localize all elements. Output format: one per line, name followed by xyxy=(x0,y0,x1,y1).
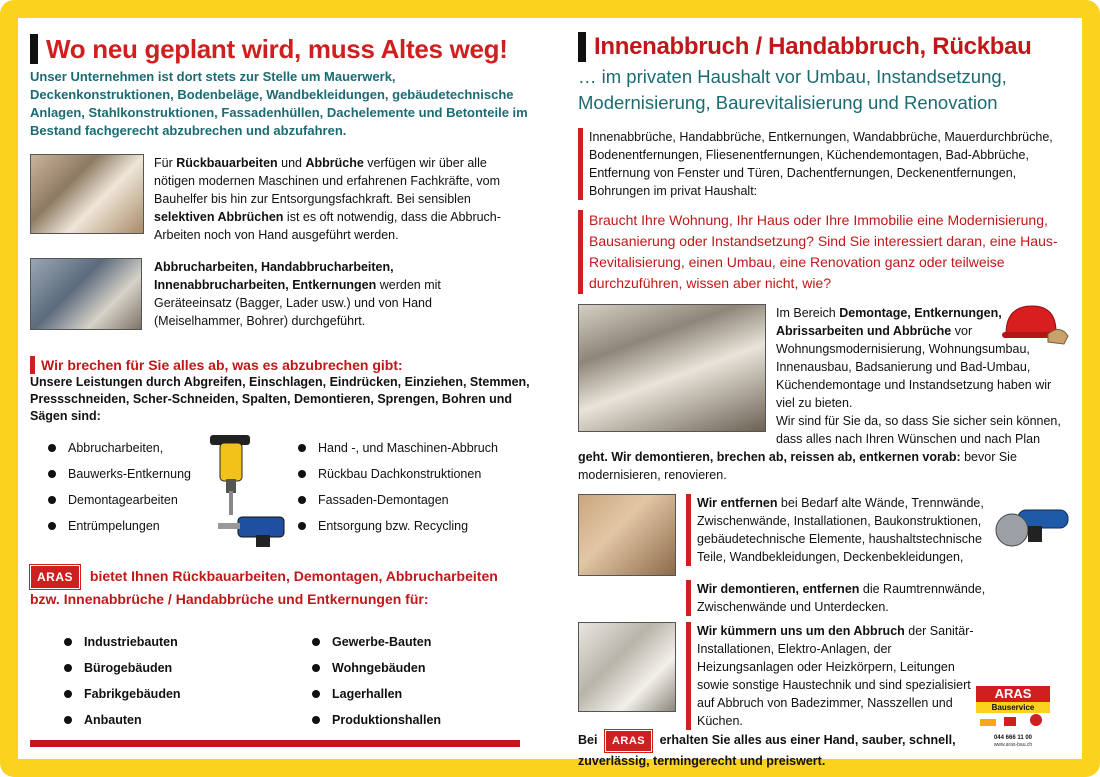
helmet-gloves-icon xyxy=(998,300,1070,348)
left-title: Wo neu geplant wird, muss Altes weg! xyxy=(30,34,530,64)
right-page xyxy=(578,22,1070,770)
left-block-1: Für Rückbauarbeiten und Abbrüche verfügen wir über alle nötigen modernen Maschinen und erfahrenen Fachkräfte, vom Bauhelfer bis hin zur Entsorgungsfachkraft. Bei sensiblen selektiven Abbrüchen ist es oft notwendig, dass die Abbruch-Arbeiten noch von Hand ausgeführt werden. xyxy=(154,156,501,242)
services-col-1 xyxy=(48,435,191,539)
list-item: Hand -, und Maschinen-Abbruch xyxy=(298,435,498,461)
aras-offer: ARAS bietet Ihnen Rückbauarbeiten, Demontagen, Abbrucharbeiten bzw. Innenabbrüche / Handabbrüche und Entkernungen für: xyxy=(30,565,530,609)
jackhammer-drill-icon xyxy=(198,427,294,551)
buildings-list xyxy=(30,629,530,739)
wall-removal-photo xyxy=(578,494,676,576)
demolition-worker-photo xyxy=(30,154,144,234)
left-intro: Unser Unternehmen ist dort stets zur Stelle um Mauerwerk, Deckenkonstruktionen, Bodenbeläge, Wandbekleidungen, gebäudetechnische Anlagen, Stahlkonstruktionen, Fassadenhüllen, Dachelemente und Betonteile im Bestand fachgerecht abzubrechen und abzufahren. xyxy=(30,69,528,138)
list-item: Lagerhallen xyxy=(312,681,441,707)
list-item: Fassaden-Demontagen xyxy=(298,487,498,513)
right-block-2: Wir entfernen bei Bedarf alte Wände, Trennwände, Zwischenwände, Installationen, Baukonstruktionen, gebäudetechnische Elemente, haushaltstechnische Teile, Wandbekleidungen, Deckenbekleidungen, xyxy=(686,494,989,566)
list-item: Anbauten xyxy=(64,707,181,733)
buildings-col-2 xyxy=(312,629,441,733)
list-item: Abbrucharbeiten, xyxy=(48,435,191,461)
list-item: Bürogebäuden xyxy=(64,655,181,681)
list-item: Bauwerks-Entkernung xyxy=(48,461,191,487)
jackhammer-photo xyxy=(30,258,142,330)
right-block-1: Im Bereich Demontage, Entkernungen, Abrissarbeiten und Abbrüche vor Wohnungsmodernisierung, Wohnungsumbau, Innenausbau, Badsanierung und Bad-Umbau, Küchendemontage und Instandsetzung haben wir viel zu bieten. Wir sind für Sie da, so dass Sie sicher sein können, dass alles nach Ihren Wünschen und nach Plan xyxy=(776,306,1061,446)
right-block-4: Wir kümmern uns um den Abbruch der Sanitär-Installationen, Elektro-Anlagen, der Heizungsanlagen oder Heizkörpern, Leitungen sowie sonstige Haustechnik und sind spezialisiert auf Abbruch von Badezimmer, Nasszellen und Küchen. xyxy=(686,622,987,730)
aras-badge: ARAS xyxy=(30,565,80,589)
list-item: Entrümpelungen xyxy=(48,513,191,539)
list-item: Wohngebäuden xyxy=(312,655,441,681)
demolition-types-list: Innenabbrüche, Handabbrüche, Entkernungen, Wandabbrüche, Mauerdurchbrüche, Bodenentfernungen, Fliesenentfernungen, Küchendemontagen, Bad-Abbrüche, Entfernung von Fenster und Türen, Dachentfernungen, Deckenentfernungen, Bohrungen im privat Haushalt: xyxy=(578,128,1070,200)
aras-logo: ARAS Bauservice 044 666 11 00 www.aras-bau.ch xyxy=(976,686,1050,752)
services-description: Unsere Leistungen durch Abgreifen, Einschlagen, Eindrücken, Einziehen, Stemmen, Pressschneiden, Scher-Schneiden, Spalten, Demontieren, Sprengen, Bohren und Sägen sind: xyxy=(30,375,530,423)
right-title: Innenabbruch / Handabbruch, Rückbau xyxy=(578,32,1070,62)
right-block-3: Wir demontieren, entfernen die Raumtrennwände, Zwischenwände und Unterdecken. xyxy=(686,580,989,616)
services-heading: Wir brechen für Sie alles ab, was es abzubrechen gibt: xyxy=(30,356,530,374)
right-block-1-cont: geht. Wir demontieren, brechen ab, reissen ab, entkernen vorab: bevor Sie modernisieren, renovieren. xyxy=(578,450,1017,482)
bottom-divider xyxy=(30,740,520,747)
services-list xyxy=(30,435,530,547)
left-page xyxy=(30,22,530,739)
construction-machines-icon xyxy=(976,713,1050,729)
aras-badge: ARAS xyxy=(605,730,652,752)
buildings-col-1 xyxy=(64,629,181,733)
list-item: Entsorgung bzw. Recycling xyxy=(298,513,498,539)
list-item: Demontagearbeiten xyxy=(48,487,191,513)
right-subtitle: … im privaten Haushalt vor Umbau, Instandsetzung, Modernisierung, Baurevitalisierung und Renovation xyxy=(578,66,1007,113)
worker-jackhammer-photo xyxy=(578,304,766,432)
list-item: Gewerbe-Bauten xyxy=(312,629,441,655)
left-block-2: Abbrucharbeiten, Handabbrucharbeiten, Innenabbrucharbeiten, Entkernungen werden mit Geräteeinsatz (Bagger, Lader usw.) und von Hand (Meiselhammer, Bohrer) durchgeführt. xyxy=(154,260,441,328)
list-item: Rückbau Dachkonstruktionen xyxy=(298,461,498,487)
list-item: Produktionshallen xyxy=(312,707,441,733)
closing-text: Bei ARAS erhalten Sie alles aus einer Hand, sauber, schnell, zuverlässig, termingerecht und preiswert. xyxy=(578,730,958,770)
modernisation-question: Braucht Ihre Wohnung, Ihr Haus oder Ihre Immobilie eine Modernisierung, Bausanierung oder Instandsetzung? Sind Sie interessiert daran, eine Haus-Revitalisierung, einen Umbau, eine Renovation ganz oder teilweise durchzuführen, wissen aber nicht, wie? xyxy=(578,210,1070,294)
services-col-2 xyxy=(298,435,498,539)
list-item: Industriebauten xyxy=(64,629,181,655)
list-item: Fabrikgebäuden xyxy=(64,681,181,707)
protective-suit-photo xyxy=(578,622,676,712)
angle-grinder-icon xyxy=(988,500,1072,548)
